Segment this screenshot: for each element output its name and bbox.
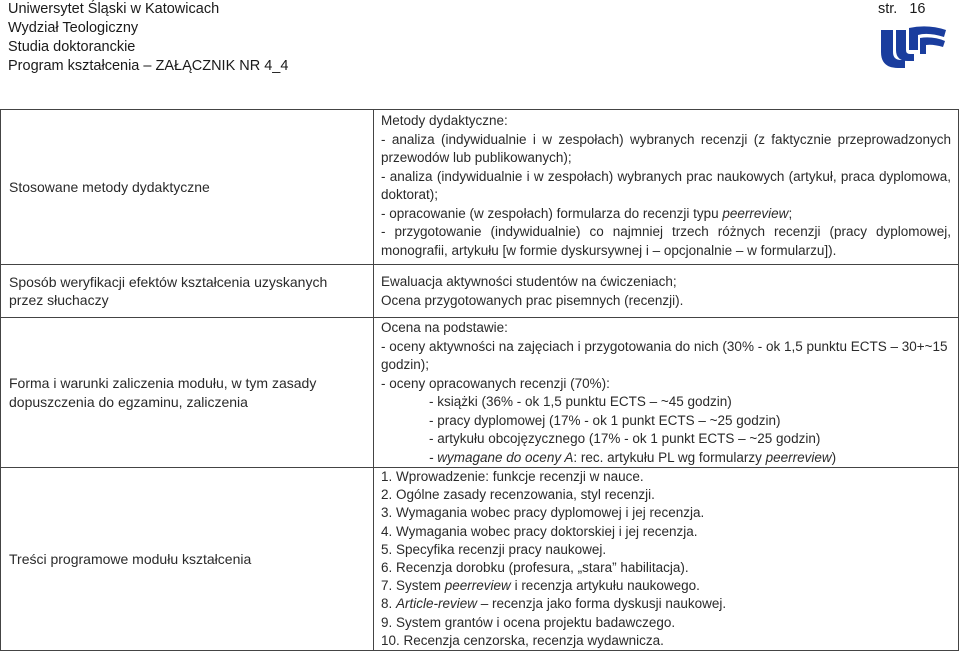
content-italic: Article-review	[396, 596, 478, 612]
row-label-assessment: Forma i warunki zaliczenia modułu, w tym zasady dopuszczenia do egzaminu, zaliczenia	[1, 318, 374, 468]
content-italic: peerreview	[765, 449, 832, 465]
content-line: godzin);	[381, 357, 430, 372]
content-line: Ocena na podstawie:	[381, 320, 508, 335]
faculty-name: Wydział Teologiczny	[8, 20, 139, 36]
content-text: 7. System	[381, 578, 445, 594]
content-text: – recenzja jako forma dyskusji naukowej.	[477, 596, 727, 612]
list-item: 2. Ogólne zasady recenzowania, styl recenzji.	[381, 487, 655, 503]
table-row	[1, 468, 959, 651]
row-content-methods	[374, 110, 959, 265]
row-content-assessment	[374, 318, 959, 468]
content-line: - przygotowanie (indywidualnie) co najmniej trzech różnych recenzji (pracy dyplomowej,	[381, 224, 951, 239]
row-label-content: Treści programowe modułu kształcenia	[1, 468, 374, 651]
list-item	[381, 595, 951, 613]
page-number-value: 16	[909, 1, 926, 17]
content-line: - analiza (indywidualnie i w zespołach) wybranych recenzji (z faktycznie przeprowadzonych	[381, 131, 951, 147]
content-line: Ewaluacja aktywności studentów na ćwiczeniach;	[381, 274, 677, 289]
studies-name: Studia doktoranckie	[8, 39, 136, 55]
content-line: - pracy dyplomowej (17% - ok 1 punkt ECTS – ~25 godzin)	[429, 412, 781, 428]
content-line	[381, 205, 951, 224]
list-item: 5. Specyfika recenzji pracy naukowej.	[381, 541, 607, 557]
row-content-verification	[374, 265, 959, 318]
content-text: )	[831, 449, 837, 465]
list-item: 10. Recenzja cenzorska, recenzja wydawnicza.	[381, 632, 664, 648]
content-line: - oceny aktywności na zajęciach i przygotowania do nich (30% - ok 1,5 punktu ECTS – 30+~15	[381, 338, 948, 354]
content-line: - analiza (indywidualnie i w zespołach) wybranych prac naukowych (artykuł, praca dyplomowa,	[381, 168, 951, 184]
content-line: monografii, artykułu [w formie dyskursywnej i – opcjonalnie – w formularzu]).	[381, 242, 837, 258]
content-text: : rec. artykułu PL wg formularzy	[573, 449, 766, 465]
table-row	[1, 265, 959, 318]
content-line: - oceny opracowanych recenzji (70%):	[381, 375, 610, 391]
content-line	[381, 449, 951, 468]
content-italic: peerreview	[444, 578, 511, 594]
content-line: Ocena przygotowanych prac pisemnych (recenzji).	[381, 292, 684, 308]
content-text: i recenzja artykułu naukowego.	[510, 578, 700, 594]
content-line: doktorat);	[381, 187, 439, 202]
list-item	[381, 577, 951, 595]
document-header	[8, 0, 288, 76]
content-text: 8.	[381, 596, 397, 612]
content-text: ;	[788, 205, 793, 221]
content-italic: peerreview	[722, 205, 789, 221]
content-line: przewodów lub publikowanych);	[381, 150, 572, 165]
list-item: 4. Wymagania wobec pracy doktorskiej i jej recenzja.	[381, 523, 698, 539]
university-name: Uniwersytet Śląski w Katowicach	[8, 1, 220, 17]
list-item: 9. System grantów i ocena projektu badawczego.	[381, 614, 676, 630]
content-italic: - wymagane do oceny A	[429, 449, 574, 465]
content-text: - opracowanie (w zespołach) formularza do recenzji typu	[381, 205, 723, 221]
content-line: - artykułu obcojęzycznego (17% - ok 1 punkt ECTS – ~25 godzin)	[429, 431, 821, 446]
table-row	[1, 318, 959, 468]
content-line: - książki (36% - ok 1,5 punktu ECTS – ~45 godzin)	[429, 394, 732, 409]
row-label-methods: Stosowane metody dydaktyczne	[1, 110, 374, 265]
university-logo-icon	[878, 24, 948, 70]
row-label-verification: Sposób weryfikacji efektów kształcenia uzyskanych przez słuchaczy	[1, 265, 374, 318]
course-module-table	[0, 109, 959, 651]
row-content-topics	[374, 468, 959, 651]
table-row	[1, 110, 959, 265]
page-number	[878, 0, 925, 19]
list-item: 1. Wprowadzenie: funkcje recenzji w nauce.	[381, 469, 644, 484]
list-item: 3. Wymagania wobec pracy dyplomowej i jej recenzja.	[381, 505, 705, 521]
list-item: 6. Recenzja dorobku (profesura, „stara” habilitacja).	[381, 560, 689, 576]
content-line: Metody dydaktyczne:	[381, 113, 508, 128]
page-prefix: str.	[878, 1, 898, 17]
program-title: Program kształcenia – ZAŁĄCZNIK NR 4_4	[8, 58, 289, 74]
